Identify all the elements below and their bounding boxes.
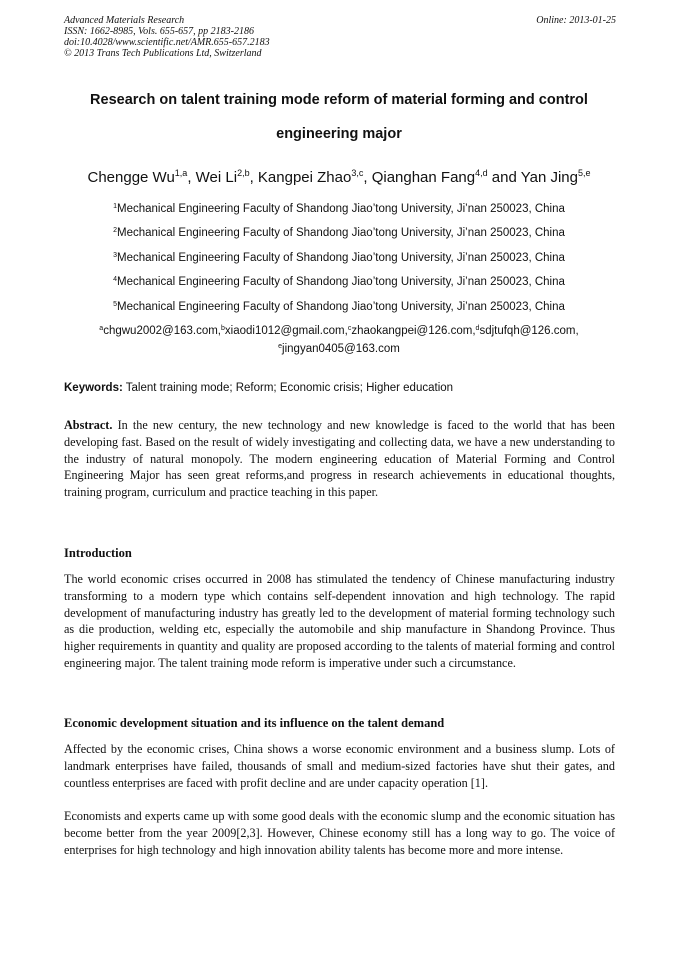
paper-title-line-2: engineering major [276, 126, 402, 142]
journal-name: Advanced Materials Research [64, 15, 185, 26]
introduction-heading: Introduction [64, 546, 132, 560]
email-line-2 [40, 343, 638, 355]
email-sup: e [278, 343, 283, 350]
email-sup: d [475, 325, 480, 332]
author-sup: 1,a [174, 168, 188, 178]
section-heading-economic: Economic development situation and its influence on the talent demand [64, 716, 445, 730]
email-address: xiaodi1012@gmail.com, [224, 325, 348, 337]
economic-paragraph-1: Affected by the economic crises, China shows a worse economic environment and a business slump. Lots of landmark enterprises have failed, thousands of small and medium-sized factories have shut their gates, and countless enterprises are faced with profit decline and are under capacity operation [1]. [64, 742, 615, 790]
affiliation-3 [40, 252, 638, 264]
email-address: jingyan0405@163.com [282, 343, 400, 355]
author-name: Qianghan Fang [371, 169, 476, 186]
email-line-1 [40, 325, 638, 337]
affiliation-num: 3 [113, 252, 117, 259]
author-sup: 5,e [577, 168, 591, 178]
author-name: Yan Jing [520, 169, 578, 186]
author-sep: , [363, 169, 372, 186]
author-list [40, 168, 638, 186]
copyright-line: © 2013 Trans Tech Publications Ltd, Switzerland [64, 48, 262, 59]
doi-line: doi:10.4028/www.scientific.net/AMR.655-657.2183 [64, 37, 270, 48]
abstract-label: Abstract. [64, 418, 113, 432]
email-sup: c [347, 325, 352, 332]
affiliation-2 [40, 227, 638, 239]
email-sup: a [99, 325, 104, 332]
introduction-paragraph: The world economic crises occurred in 2008 has stimulated the tendency of Chinese manufacturing industry transforming to a modern type which contains self-dependent innovation and high technology. The rapid development of manufacturing industry has greatly led to the development of material forming technology such as die production, welding etc, especially the automobile and ship manufacture in Shandong Province. Thus higher requirements in quantity and quality are proposed according to the talents of material forming and control engineering major. The talent training mode reform is imperative under such a circumstance. [64, 572, 615, 670]
affiliation-text: Mechanical Engineering Faculty of Shandong Jiao’tong University, Ji’nan 250023, China [116, 276, 565, 288]
journal-header [64, 15, 616, 59]
author-name: Kangpei Zhao [257, 169, 352, 186]
affiliation-5 [40, 301, 638, 313]
affiliation-text: Mechanical Engineering Faculty of Shandong Jiao’tong University, Ji’nan 250023, China [116, 203, 565, 215]
keywords [64, 382, 616, 394]
author-sep: , [187, 169, 196, 186]
author-sup: 3,c [351, 168, 364, 178]
affiliation-text: Mechanical Engineering Faculty of Shandong Jiao’tong University, Ji’nan 250023, China [116, 252, 565, 264]
affiliation-text: Mechanical Engineering Faculty of Shandong Jiao’tong University, Ji’nan 250023, China [116, 227, 565, 239]
author-sep: , [249, 169, 258, 186]
email-address: sdjtufqh@126.com, [479, 325, 579, 337]
affiliation-num: 1 [113, 203, 117, 210]
affiliation-4 [40, 276, 638, 288]
issn-line: ISSN: 1662-8985, Vols. 655-657, pp 2183-2186 [64, 26, 254, 37]
email-sup: b [221, 325, 225, 332]
email-address: chgwu2002@163.com, [103, 325, 222, 337]
abstract-text: In the new century, the new technology and new knowledge is faced to the world that has been developing fast. Based on the result of widely investigating and collecting data, we have a new understanding to the industry of natural monopoly. The modern engineering education of Material Forming and Control Engineering Major has seen great reforms,and progress in research achievements in educational thoughts, training program, curriculum and practice teaching in this paper. [64, 418, 615, 500]
online-date: Online: 2013-01-25 [536, 15, 616, 26]
economic-paragraph-2: Economists and experts came up with some good deals with the economic slump and the economic situation has become better from the year 2009[2,3]. However, Chinese economy still has a long way to go. The voice of enterprises for high technology and high innovation ability talents has become more and more intense. [64, 809, 615, 857]
author-name: Chengge Wu [87, 169, 175, 186]
affiliation-num: 4 [113, 276, 117, 283]
affiliation-num: 2 [113, 227, 117, 234]
affiliation-text: Mechanical Engineering Faculty of Shandong Jiao’tong University, Ji’nan 250023, China [116, 301, 565, 313]
author-sup: 2,b [237, 168, 250, 178]
author-sep: and [487, 169, 521, 186]
affiliation-1 [40, 203, 638, 215]
author-name: Wei Li [195, 169, 238, 186]
affiliation-num: 5 [113, 301, 117, 308]
paper-title-line-1: Research on talent training mode reform of material forming and control [90, 92, 588, 108]
author-sup: 4,d [475, 168, 488, 178]
keywords-label: Keywords: [64, 382, 123, 394]
keywords-text: Talent training mode; Reform; Economic crisis; Higher education [122, 382, 454, 394]
abstract [64, 417, 615, 501]
email-address: zhaokangpei@126.com, [351, 325, 476, 337]
